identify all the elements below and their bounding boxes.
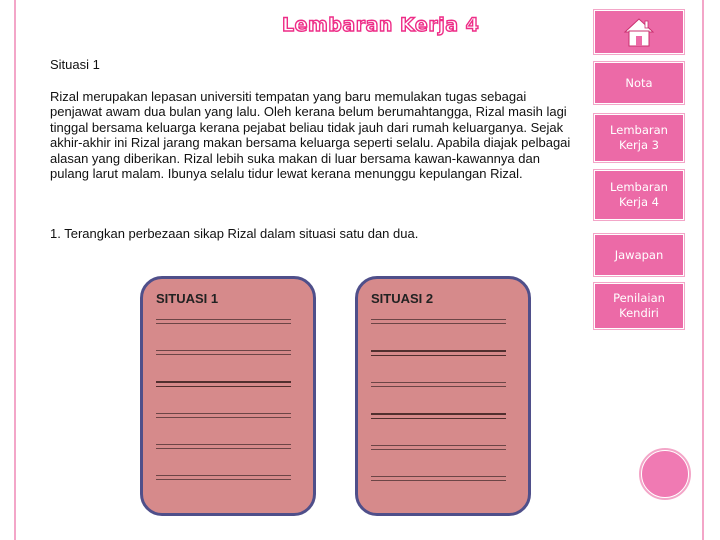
answer-line[interactable] xyxy=(156,319,291,324)
right-decor-rule xyxy=(702,0,704,540)
left-decor-rule xyxy=(14,0,16,540)
situasi-2-box xyxy=(355,276,531,516)
nav-penilaian-kendiri-button[interactable]: Penilaian Kendiri xyxy=(594,283,684,329)
situation-heading: Situasi 1 xyxy=(50,57,100,72)
answer-line[interactable] xyxy=(371,476,506,481)
answer-line[interactable] xyxy=(156,350,291,355)
answer-line[interactable] xyxy=(371,382,506,387)
page-title: Lembaran Kerja 4 xyxy=(282,14,480,36)
answer-line[interactable] xyxy=(371,413,506,419)
home-button[interactable] xyxy=(594,10,684,54)
situasi-2-answer-lines xyxy=(371,319,506,507)
situasi-2-title: SITUASI 2 xyxy=(371,291,434,306)
situasi-1-title: SITUASI 1 xyxy=(156,291,219,306)
nav-lembaran-kerja-3-button[interactable]: Lembaran Kerja 3 xyxy=(594,114,684,162)
answer-line[interactable] xyxy=(156,381,291,387)
answer-line[interactable] xyxy=(371,445,506,450)
decorative-circle xyxy=(641,450,689,498)
nav-jawapan-button[interactable]: Jawapan xyxy=(594,234,684,276)
home-icon xyxy=(622,16,656,48)
situasi-1-answer-lines xyxy=(156,319,291,506)
situasi-1-box xyxy=(140,276,316,516)
situation-paragraph: Rizal merupakan lepasan universiti tempatan yang baru memulakan tugas sebagai penjawat awam dua bulan yang lalu. Oleh kerana belum berumahtangga, Rizal masih lagi tinggal bersama keluarga kerana pejabat beliau tidak jauh dari rumah keluarganya. Sejak akhir-akhir ini Rizal jarang makan bersama keluarga seperti selalu. Apabila diajak pelbagai alasan yang diberikan. Rizal lebih suka makan di luar bersama kawan-kawannya dan pulang larut malam. Ibunya selalu tidur lewat kerana menunggu kepulangan Rizal. xyxy=(50,89,571,182)
question-text: 1. Terangkan perbezaan sikap Rizal dalam situasi satu dan dua. xyxy=(50,226,419,241)
nav-lembaran-kerja-4-button[interactable]: Lembaran Kerja 4 xyxy=(594,170,684,220)
answer-line[interactable] xyxy=(156,475,291,480)
answer-line[interactable] xyxy=(156,444,291,449)
answer-line[interactable] xyxy=(371,350,506,356)
answer-line[interactable] xyxy=(156,413,291,418)
answer-line[interactable] xyxy=(371,319,506,324)
nav-nota-button[interactable]: Nota xyxy=(594,62,684,104)
